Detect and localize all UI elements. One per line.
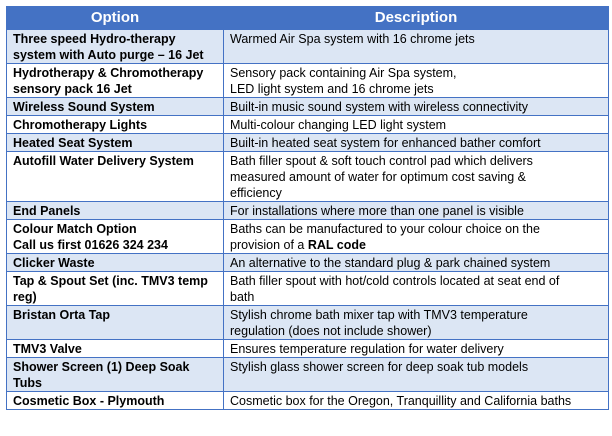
table-row (7, 340, 609, 358)
table-row (7, 64, 609, 98)
option-text: Tap & Spout Set (inc. TMV3 temp (13, 274, 208, 288)
description-cell (224, 116, 609, 134)
option-cell (7, 152, 224, 202)
table-row (7, 98, 609, 116)
option-cell (7, 358, 224, 392)
description-text: efficiency (230, 186, 282, 200)
description-text: An alternative to the standard plug & park chained system (230, 256, 551, 270)
description-cell (224, 202, 609, 220)
option-text: Shower Screen (1) Deep Soak (13, 360, 190, 374)
table-row (7, 220, 609, 254)
option-column-header: Option (7, 7, 224, 30)
description-cell (224, 134, 609, 152)
table-body (7, 30, 609, 410)
description-text (230, 237, 602, 253)
description-cell (224, 98, 609, 116)
description-cell (224, 358, 609, 392)
table-header (7, 7, 609, 30)
option-text: Clicker Waste (13, 256, 95, 270)
option-cell (7, 340, 224, 358)
option-text: Chromotherapy Lights (13, 118, 148, 132)
description-text: Cosmetic box for the Oregon, Tranquillity and California baths (230, 394, 572, 408)
table-row (7, 30, 609, 64)
table-row (7, 358, 609, 392)
option-text: system with Auto purge – 16 Jet (13, 48, 204, 62)
option-text: Call us first 01626 324 234 (13, 238, 168, 252)
option-text: Heated Seat System (13, 136, 133, 150)
option-text: Wireless Sound System (13, 100, 155, 114)
table-row (7, 134, 609, 152)
option-cell (7, 272, 224, 306)
description-text: Ensures temperature regulation for water delivery (230, 342, 504, 356)
table-row (7, 306, 609, 340)
option-cell (7, 254, 224, 272)
description-cell (224, 254, 609, 272)
option-text: Autofill Water Delivery System (13, 154, 194, 168)
option-text: Colour Match Option (13, 222, 137, 236)
option-cell (7, 220, 224, 254)
description-cell (224, 272, 609, 306)
option-cell (7, 116, 224, 134)
option-text: Cosmetic Box - Plymouth (13, 394, 165, 408)
description-text: Baths can be manufactured to your colour choice on the (230, 222, 540, 236)
description-text: Bath filler spout with hot/cold controls located at seat end of (230, 274, 560, 288)
description-cell (224, 152, 609, 202)
description-text-part: provision of a (230, 238, 308, 252)
option-text: reg) (13, 290, 37, 304)
table-row (7, 116, 609, 134)
option-text: Hydrotherapy & Chromotherapy (13, 66, 204, 80)
option-cell (7, 306, 224, 340)
description-text: Bath filler spout & soft touch control pad which delivers (230, 154, 533, 168)
description-text: Stylish glass shower screen for deep soak tub models (230, 360, 529, 374)
option-cell (7, 30, 224, 64)
description-text: For installations where more than one panel is visible (230, 204, 524, 218)
description-column-header: Description (224, 7, 609, 30)
table-row (7, 272, 609, 306)
option-cell (7, 392, 224, 410)
option-cell (7, 134, 224, 152)
option-cell (7, 98, 224, 116)
option-text: Bristan Orta Tap (13, 308, 111, 322)
option-text: TMV3 Valve (13, 342, 82, 356)
description-cell (224, 64, 609, 98)
header-row (7, 7, 609, 30)
option-cell (7, 64, 224, 98)
description-bold-text: RAL code (307, 238, 366, 252)
option-text: Tubs (13, 376, 42, 390)
description-cell (224, 306, 609, 340)
description-cell (224, 30, 609, 64)
table-row (7, 152, 609, 202)
description-text: Built-in music sound system with wireless connectivity (230, 100, 529, 114)
table-row (7, 254, 609, 272)
description-cell (224, 340, 609, 358)
option-cell (7, 202, 224, 220)
table-row (7, 202, 609, 220)
description-text: Stylish chrome bath mixer tap with TMV3 temperature (230, 308, 528, 322)
description-text: Sensory pack containing Air Spa system, (230, 66, 457, 80)
description-cell (224, 392, 609, 410)
description-text: LED light system and 16 chrome jets (230, 82, 434, 96)
option-text: Three speed Hydro-therapy (13, 32, 176, 46)
table-row (7, 392, 609, 410)
description-text: regulation (does not include shower) (230, 324, 432, 338)
description-text: bath (230, 290, 255, 304)
option-text: End Panels (13, 204, 81, 218)
options-table (6, 6, 609, 410)
description-text: measured amount of water for optimum cost saving & (230, 170, 526, 184)
option-text: sensory pack 16 Jet (13, 82, 132, 96)
description-text: Multi-colour changing LED light system (230, 118, 447, 132)
description-cell (224, 220, 609, 254)
description-text: Built-in heated seat system for enhanced bather comfort (230, 136, 541, 150)
description-text: Warmed Air Spa system with 16 chrome jets (230, 32, 475, 46)
